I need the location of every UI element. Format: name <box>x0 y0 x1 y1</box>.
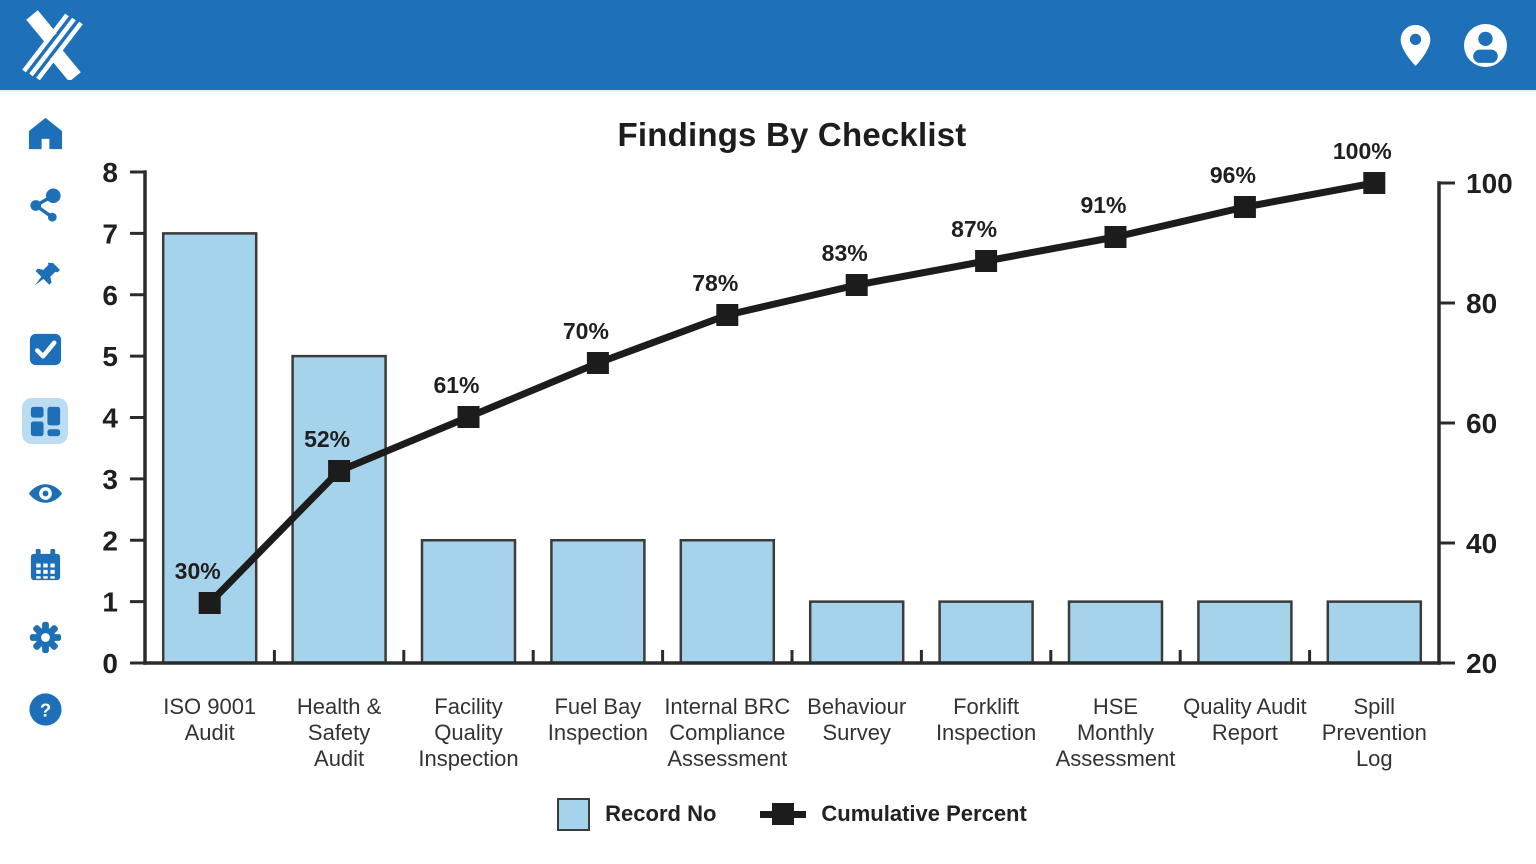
location-pin-icon[interactable] <box>1398 23 1433 68</box>
svg-text:Behaviour: Behaviour <box>807 694 907 719</box>
svg-text:96%: 96% <box>1209 162 1256 188</box>
svg-text:2: 2 <box>102 525 118 557</box>
svg-text:80: 80 <box>1466 288 1498 319</box>
svg-text:Audit: Audit <box>184 720 235 745</box>
svg-text:Forklift: Forklift <box>953 694 1020 719</box>
svg-text:70%: 70% <box>562 318 609 344</box>
svg-text:Assessment: Assessment <box>1055 746 1176 771</box>
svg-text:Prevention: Prevention <box>1321 720 1427 745</box>
svg-text:Quality Audit: Quality Audit <box>1183 694 1307 719</box>
svg-text:100: 100 <box>1466 168 1513 199</box>
chart-legend <box>145 794 1439 834</box>
svg-text:Audit: Audit <box>314 746 365 771</box>
checklist-icon <box>27 331 64 368</box>
chart-title: Findings By Checklist <box>617 116 967 153</box>
x-brand-logo <box>20 10 84 80</box>
svg-text:61%: 61% <box>433 372 480 398</box>
svg-text:4: 4 <box>102 402 118 434</box>
svg-text:30%: 30% <box>174 558 221 584</box>
settings-gear-icon <box>27 619 64 656</box>
svg-text:Health &: Health & <box>296 694 382 719</box>
home-icon <box>27 115 64 152</box>
svg-text:20: 20 <box>1466 648 1498 679</box>
legend-line-label: Cumulative Percent <box>821 801 1027 826</box>
svg-text:40: 40 <box>1466 528 1498 559</box>
svg-text:Facility: Facility <box>434 694 503 719</box>
svg-text:Safety: Safety <box>307 720 371 745</box>
legend-bar-swatch <box>557 798 590 831</box>
sidebar-item-dashboard[interactable] <box>22 398 68 444</box>
sidebar-item-help[interactable] <box>22 686 68 732</box>
svg-text:Compliance: Compliance <box>669 720 786 745</box>
svg-text:60: 60 <box>1466 408 1498 439</box>
question-mark-glyph: ? <box>39 698 51 720</box>
svg-text:HSE: HSE <box>1092 694 1139 719</box>
svg-text:87%: 87% <box>951 216 998 242</box>
svg-text:52%: 52% <box>304 426 351 452</box>
sidebar-item-view[interactable] <box>22 470 68 516</box>
sidebar-item-pin[interactable] <box>22 254 68 300</box>
svg-text:83%: 83% <box>821 240 868 266</box>
legend-line-swatch <box>760 811 806 818</box>
svg-text:Survey: Survey <box>822 720 891 745</box>
brand-logo[interactable] <box>20 10 84 80</box>
header-actions <box>1398 23 1508 68</box>
svg-text:Inspection: Inspection <box>418 746 519 771</box>
help-icon <box>27 691 64 728</box>
svg-text:Internal BRC: Internal BRC <box>664 694 791 719</box>
svg-text:7: 7 <box>102 218 118 250</box>
eye-icon <box>26 475 65 512</box>
svg-text:8: 8 <box>102 157 118 188</box>
svg-text:Log: Log <box>1355 746 1393 771</box>
sidebar-item-home[interactable] <box>22 110 68 156</box>
svg-text:100%: 100% <box>1332 138 1392 164</box>
share-icon <box>27 187 64 224</box>
svg-text:0: 0 <box>102 648 118 679</box>
sidebar-item-share[interactable] <box>22 182 68 228</box>
svg-text:78%: 78% <box>692 270 739 296</box>
svg-text:Report: Report <box>1211 720 1278 745</box>
app-header <box>0 0 1536 92</box>
svg-text:Fuel Bay: Fuel Bay <box>554 694 642 719</box>
pareto-chart <box>90 92 1536 864</box>
sidebar-item-calendar[interactable] <box>22 542 68 588</box>
legend-bar-label: Record No <box>605 801 717 826</box>
svg-text:Inspection: Inspection <box>935 720 1037 745</box>
svg-text:Assessment: Assessment <box>667 746 788 771</box>
calendar-icon <box>27 547 64 584</box>
svg-text:ISO 9001: ISO 9001 <box>163 694 257 719</box>
svg-text:91%: 91% <box>1080 192 1127 218</box>
icon-rail <box>0 92 90 864</box>
user-profile-icon[interactable] <box>1463 23 1508 68</box>
svg-text:1: 1 <box>102 586 118 618</box>
svg-text:Monthly: Monthly <box>1076 720 1155 745</box>
sidebar-item-settings[interactable] <box>22 614 68 660</box>
svg-text:Spill: Spill <box>1353 694 1396 719</box>
dashboard-icon <box>27 403 64 440</box>
sidebar-item-tasks[interactable] <box>22 326 68 372</box>
svg-text:Quality: Quality <box>434 720 503 745</box>
svg-text:Inspection: Inspection <box>547 720 649 745</box>
dashboard-main <box>90 92 1536 864</box>
svg-text:3: 3 <box>102 463 118 495</box>
svg-text:6: 6 <box>102 279 118 311</box>
svg-text:5: 5 <box>102 341 118 373</box>
pin-icon <box>27 259 64 296</box>
